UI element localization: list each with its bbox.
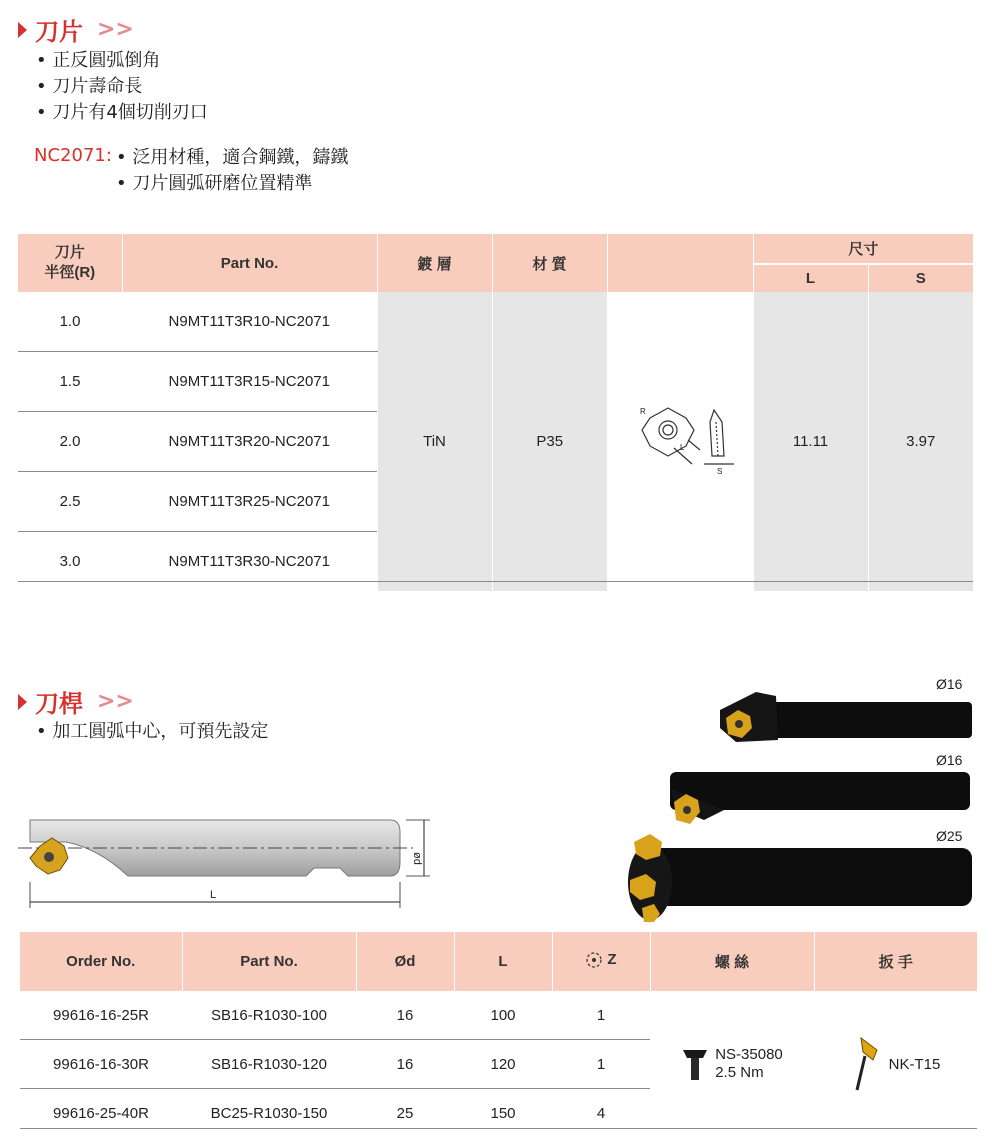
radius-cell: 3.0 <box>59 553 81 570</box>
blade-title-arrows: >> <box>97 17 134 42</box>
photo-label-2: Ø16 <box>936 752 963 768</box>
insert-hole <box>659 421 677 439</box>
insert-outline <box>639 406 694 456</box>
part-no-cell: SB16-R1030-120 <box>182 1040 356 1089</box>
part-no-cell: SB16-R1030-100 <box>182 991 356 1040</box>
d-cell: 25 <box>396 1104 414 1122</box>
z-cell: 1 <box>552 1040 650 1089</box>
dim-ext-line <box>688 440 700 450</box>
part-cell: N9MT11T3R10-NC2071 <box>122 292 377 352</box>
flute-count-icon <box>585 951 603 969</box>
l-header: L <box>454 932 552 991</box>
holder-bullet-1: • 加工圓弧中心，可預先設定 <box>36 719 268 745</box>
insert-side-centerline <box>716 422 718 456</box>
radius-cell: 2.0 <box>18 412 122 472</box>
holder-title: 刀桿 <box>35 690 83 718</box>
wrench-cell <box>814 991 977 1137</box>
screw-part: NS-35080 <box>715 1046 783 1063</box>
s-value-cell: 3.97 <box>868 292 973 591</box>
l-cell: 100 <box>454 991 552 1040</box>
radius-header-line1: 刀片 <box>54 244 85 261</box>
radius-header <box>18 234 122 292</box>
part-cell: N9MT11T3R30-NC2071 <box>168 553 330 570</box>
radius-header-line2: 半徑(R) <box>44 264 96 281</box>
photo-label-3: Ø25 <box>936 828 963 844</box>
blade-title: 刀片 <box>35 18 83 46</box>
d-header: Ød <box>356 932 454 991</box>
order-no-cell: 99616-16-25R <box>20 991 182 1040</box>
drawing-label-l: L <box>210 889 217 901</box>
wrench-icon <box>851 1036 883 1092</box>
holder-photo-16-a <box>716 684 976 744</box>
coating-header: 鍍 層 <box>377 234 492 292</box>
wrench-header: 扳 手 <box>814 932 977 991</box>
material-header: 材 質 <box>492 234 607 292</box>
z-header <box>552 932 650 991</box>
z-cell: 4 <box>596 1104 606 1122</box>
part-cell: N9MT11T3R20-NC2071 <box>122 412 377 472</box>
triangle-bullet-icon <box>18 694 27 710</box>
grade-bullet-1: • 泛用材種，適合鋼鐵，鑄鐵 <box>116 145 348 171</box>
table-row <box>20 991 977 1040</box>
triangle-bullet-icon <box>18 22 27 38</box>
blade-bullet-3: • 刀片有4個切削刃口 <box>36 100 208 126</box>
holder-drawing <box>18 812 438 920</box>
grade-bullet-2: • 刀片圓弧研磨位置精準 <box>116 171 348 197</box>
blade-table-bottom-rule <box>18 581 973 582</box>
holder-photo-25 <box>620 830 974 926</box>
insert-diagram-cell <box>607 292 753 591</box>
holder-title-arrows: >> <box>97 689 134 714</box>
screw-torque: 2.5 Nm <box>715 1064 764 1081</box>
order-no-header: Order No. <box>20 932 182 991</box>
s-header: S <box>868 264 973 292</box>
part-no-header: Part No. <box>182 932 356 991</box>
l-header: L <box>753 264 868 292</box>
l-cell: 150 <box>490 1104 516 1122</box>
part-no-header: Part No. <box>122 234 377 292</box>
radius-cell: 2.5 <box>18 472 122 532</box>
holder-bullets <box>36 719 268 745</box>
screw-header: 螺 絲 <box>650 932 814 991</box>
grade-bullets <box>116 145 348 197</box>
d-cell: 16 <box>356 1040 454 1089</box>
order-no-cell: 99616-16-30R <box>20 1040 182 1089</box>
blade-bullet-1: • 正反圓弧倒角 <box>36 48 208 74</box>
d-cell: 16 <box>356 991 454 1040</box>
blade-bullet-2: • 刀片壽命長 <box>36 74 208 100</box>
diagram-label-r: R <box>639 406 646 416</box>
holder-insert <box>30 838 68 874</box>
drawing-label-d: ød <box>411 852 423 865</box>
insert-side-view <box>710 410 724 456</box>
size-header: 尺寸 <box>753 234 973 264</box>
holder-photo-16-b <box>664 768 974 830</box>
blade-table <box>18 234 973 591</box>
photo-label-1: Ø16 <box>936 676 963 692</box>
wrench-part: NK-T15 <box>888 1055 941 1073</box>
coating-cell: TiN <box>377 292 492 591</box>
l-value-cell: 11.11 <box>753 292 868 591</box>
grade-label: NC2071: <box>34 145 112 166</box>
diagram-header <box>607 234 753 292</box>
l-cell: 120 <box>454 1040 552 1089</box>
holder-table <box>20 932 977 1137</box>
holder-section-title <box>18 684 134 719</box>
blade-bullets <box>36 48 208 126</box>
radius-cell: 1.0 <box>18 292 122 352</box>
insert-diagram <box>620 400 740 480</box>
table-row <box>18 292 973 352</box>
insert-hole-inner <box>663 425 673 435</box>
order-no-cell: 99616-25-40R <box>53 1104 149 1122</box>
z-cell: 1 <box>552 991 650 1040</box>
part-cell: N9MT11T3R25-NC2071 <box>122 472 377 532</box>
part-cell: N9MT11T3R15-NC2071 <box>122 352 377 412</box>
diagram-label-l: L <box>679 442 685 452</box>
diagram-label-s: S <box>716 466 723 476</box>
screw-cell <box>650 991 814 1137</box>
blade-section-title <box>18 12 134 47</box>
screw-icon <box>681 1044 709 1084</box>
radius-cell: 1.5 <box>18 352 122 412</box>
z-header-label: Z <box>607 951 617 968</box>
material-cell: P35 <box>492 292 607 591</box>
part-no-cell: BC25-R1030-150 <box>210 1104 328 1122</box>
holder-table-bottom-rule <box>20 1128 977 1129</box>
